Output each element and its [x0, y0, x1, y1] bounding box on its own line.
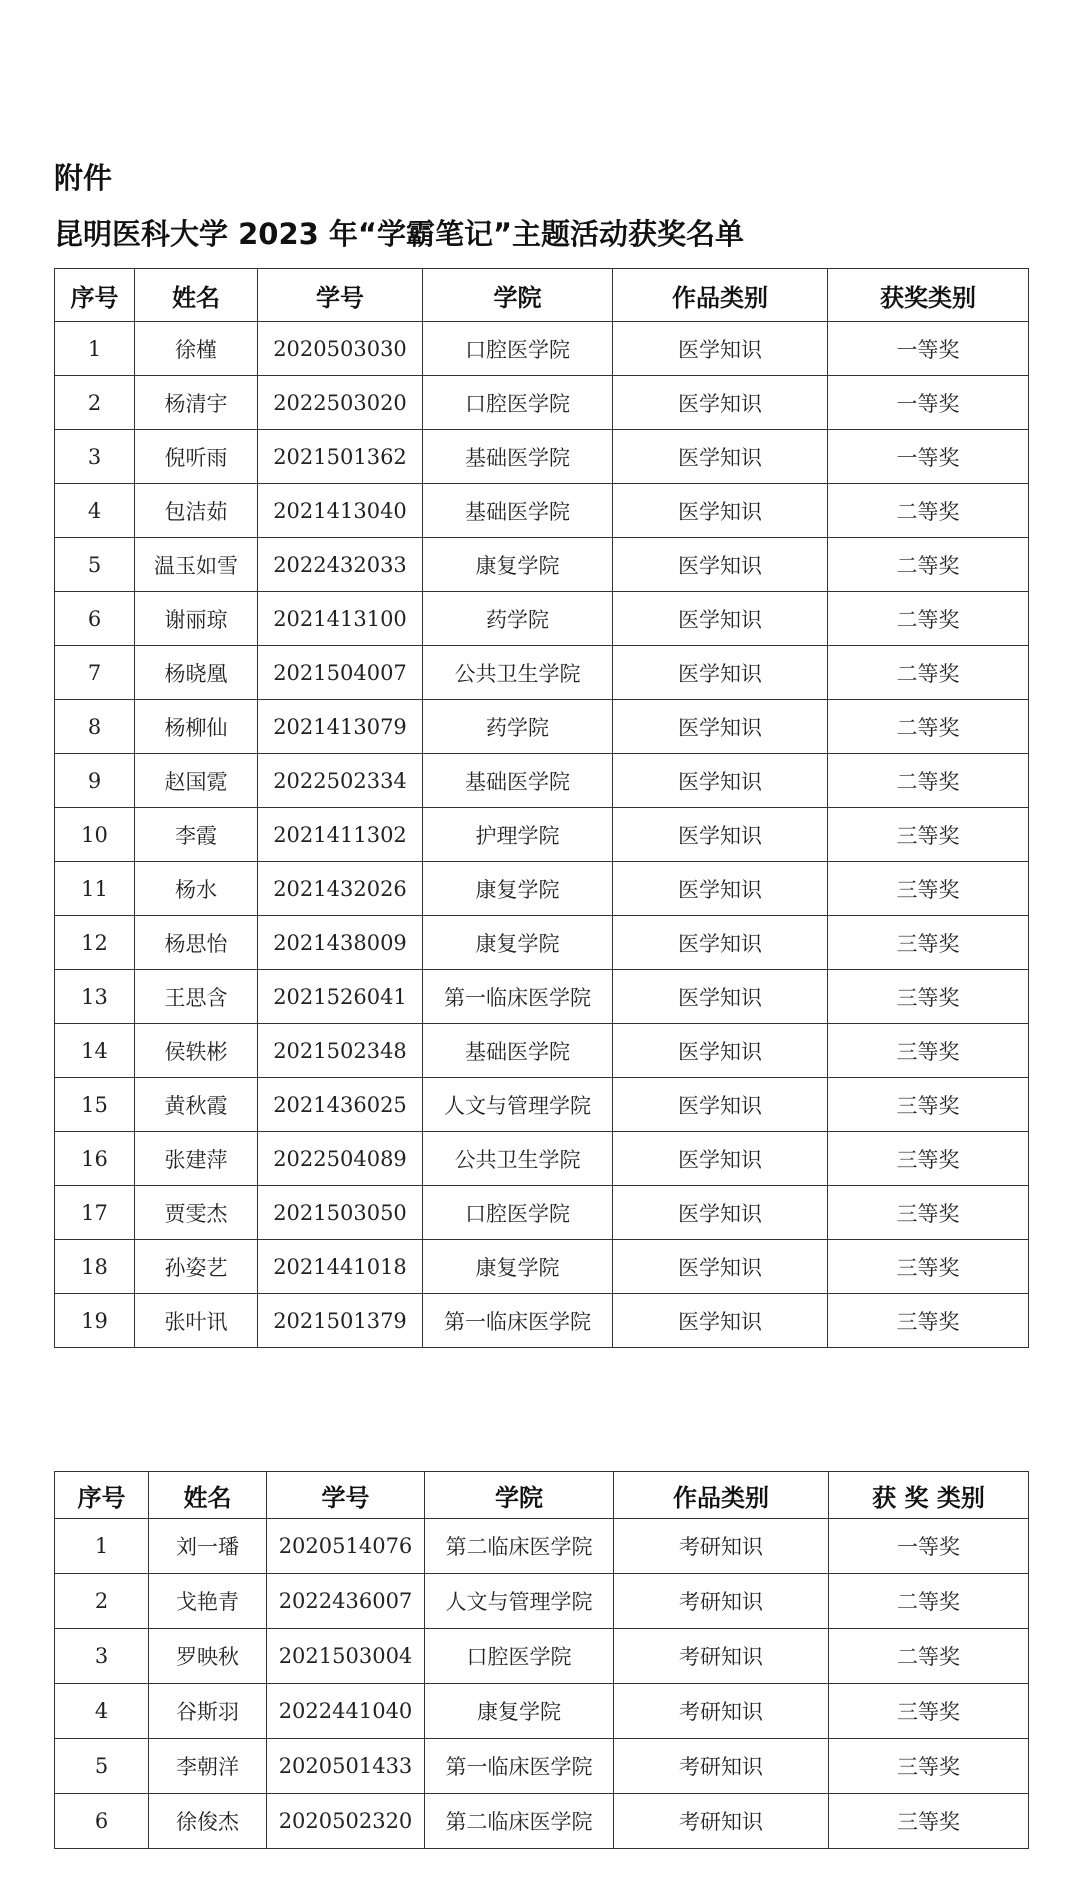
- student-id-cell: 2022436007: [267, 1574, 425, 1629]
- award-level-cell: 三等奖: [829, 1684, 1029, 1739]
- award-level-cell: 三等奖: [828, 808, 1029, 862]
- student-name-cell: 戈艳青: [149, 1574, 267, 1629]
- college-cell: 康复学院: [423, 1240, 613, 1294]
- work-category-cell: 医学知识: [613, 1078, 828, 1132]
- award-level-cell: 三等奖: [828, 916, 1029, 970]
- college-cell: 基础医学院: [423, 430, 613, 484]
- document-title: 昆明医科大学 2023 年“学霸笔记”主题活动获奖名单: [54, 217, 745, 251]
- student-name-cell: 黄秋霞: [135, 1078, 258, 1132]
- student-id-cell: 2020514076: [267, 1519, 425, 1574]
- table-row: [55, 1294, 1029, 1348]
- work-category-cell: 医学知识: [613, 322, 828, 376]
- table-row: [55, 1629, 1029, 1684]
- work-category-cell: 医学知识: [613, 592, 828, 646]
- column-header-student-id: 学号: [258, 269, 423, 322]
- column-header-award-level: 获奖类别: [828, 269, 1029, 322]
- student-name-cell: 刘一璠: [149, 1519, 267, 1574]
- work-category-cell: 医学知识: [613, 1024, 828, 1078]
- student-name-cell: 徐槿: [135, 322, 258, 376]
- work-category-cell: 医学知识: [613, 646, 828, 700]
- college-cell: 药学院: [423, 700, 613, 754]
- table-header-row: [55, 269, 1029, 322]
- student-id-cell: 2022441040: [267, 1684, 425, 1739]
- work-category-cell: 医学知识: [613, 1132, 828, 1186]
- serial-number-cell: 17: [55, 1186, 135, 1240]
- column-header-work-category: 作品类别: [613, 269, 828, 322]
- college-cell: 康复学院: [425, 1684, 614, 1739]
- work-category-cell: 医学知识: [613, 484, 828, 538]
- student-name-cell: 倪听雨: [135, 430, 258, 484]
- student-id-cell: 2020503030: [258, 322, 423, 376]
- award-level-cell: 三等奖: [828, 1132, 1029, 1186]
- work-category-cell: 医学知识: [613, 1294, 828, 1348]
- serial-number-cell: 14: [55, 1024, 135, 1078]
- column-header-student-name: 姓名: [149, 1472, 267, 1519]
- table-row: [55, 538, 1029, 592]
- student-name-cell: 谢丽琼: [135, 592, 258, 646]
- student-name-cell: 杨晓凰: [135, 646, 258, 700]
- serial-number-cell: 12: [55, 916, 135, 970]
- college-cell: 第一临床医学院: [423, 970, 613, 1024]
- serial-number-cell: 3: [55, 1629, 149, 1684]
- award-level-cell: 三等奖: [829, 1794, 1029, 1849]
- student-id-cell: 2021501379: [258, 1294, 423, 1348]
- column-header-college: 学院: [425, 1472, 614, 1519]
- college-cell: 第一临床医学院: [423, 1294, 613, 1348]
- student-name-cell: 孙姿艺: [135, 1240, 258, 1294]
- student-name-cell: 张叶讯: [135, 1294, 258, 1348]
- serial-number-cell: 5: [55, 538, 135, 592]
- table-row: [55, 1519, 1029, 1574]
- table-row: [55, 1186, 1029, 1240]
- student-name-cell: 贾雯杰: [135, 1186, 258, 1240]
- table-row: [55, 700, 1029, 754]
- column-header-serial-number: 序号: [55, 1472, 149, 1519]
- college-cell: 药学院: [423, 592, 613, 646]
- student-name-cell: 罗映秋: [149, 1629, 267, 1684]
- table-row: [55, 970, 1029, 1024]
- student-name-cell: 杨清宇: [135, 376, 258, 430]
- college-cell: 口腔医学院: [425, 1629, 614, 1684]
- award-level-cell: 二等奖: [829, 1629, 1029, 1684]
- student-id-cell: 2020501433: [267, 1739, 425, 1794]
- student-id-cell: 2021432026: [258, 862, 423, 916]
- student-id-cell: 2020502320: [267, 1794, 425, 1849]
- college-cell: 第二临床医学院: [425, 1794, 614, 1849]
- serial-number-cell: 2: [55, 1574, 149, 1629]
- table-row: [55, 1684, 1029, 1739]
- award-level-cell: 一等奖: [829, 1519, 1029, 1574]
- table-row: [55, 430, 1029, 484]
- student-id-cell: 2021413100: [258, 592, 423, 646]
- award-table-postgraduate: [54, 1471, 1029, 1849]
- award-level-cell: 二等奖: [828, 754, 1029, 808]
- student-name-cell: 李霞: [135, 808, 258, 862]
- serial-number-cell: 19: [55, 1294, 135, 1348]
- award-level-cell: 三等奖: [828, 1078, 1029, 1132]
- table-row: [55, 862, 1029, 916]
- serial-number-cell: 16: [55, 1132, 135, 1186]
- serial-number-cell: 1: [55, 322, 135, 376]
- work-category-cell: 医学知识: [613, 862, 828, 916]
- column-header-college: 学院: [423, 269, 613, 322]
- student-id-cell: 2021526041: [258, 970, 423, 1024]
- work-category-cell: 医学知识: [613, 376, 828, 430]
- work-category-cell: 医学知识: [613, 916, 828, 970]
- table-row: [55, 1078, 1029, 1132]
- award-level-cell: 一等奖: [828, 376, 1029, 430]
- college-cell: 第一临床医学院: [425, 1739, 614, 1794]
- serial-number-cell: 9: [55, 754, 135, 808]
- award-level-cell: 二等奖: [828, 646, 1029, 700]
- student-id-cell: 2021413040: [258, 484, 423, 538]
- student-name-cell: 侯轶彬: [135, 1024, 258, 1078]
- award-level-cell: 三等奖: [828, 1240, 1029, 1294]
- award-level-cell: 一等奖: [828, 322, 1029, 376]
- table-row: [55, 1240, 1029, 1294]
- work-category-cell: 医学知识: [613, 430, 828, 484]
- student-id-cell: 2022503020: [258, 376, 423, 430]
- award-level-cell: 二等奖: [829, 1574, 1029, 1629]
- serial-number-cell: 18: [55, 1240, 135, 1294]
- table-row: [55, 1794, 1029, 1849]
- student-id-cell: 2021436025: [258, 1078, 423, 1132]
- serial-number-cell: 6: [55, 1794, 149, 1849]
- student-id-cell: 2022502334: [258, 754, 423, 808]
- serial-number-cell: 10: [55, 808, 135, 862]
- student-name-cell: 温玉如雪: [135, 538, 258, 592]
- work-category-cell: 考研知识: [614, 1684, 829, 1739]
- college-cell: 康复学院: [423, 538, 613, 592]
- serial-number-cell: 15: [55, 1078, 135, 1132]
- college-cell: 基础医学院: [423, 1024, 613, 1078]
- student-id-cell: 2021438009: [258, 916, 423, 970]
- student-id-cell: 2021501362: [258, 430, 423, 484]
- award-level-cell: 二等奖: [828, 700, 1029, 754]
- column-header-student-name: 姓名: [135, 269, 258, 322]
- serial-number-cell: 3: [55, 430, 135, 484]
- table-row: [55, 592, 1029, 646]
- college-cell: 口腔医学院: [423, 376, 613, 430]
- award-level-cell: 三等奖: [828, 1294, 1029, 1348]
- table-row: [55, 808, 1029, 862]
- work-category-cell: 考研知识: [614, 1519, 829, 1574]
- student-name-cell: 李朝洋: [149, 1739, 267, 1794]
- award-level-cell: 二等奖: [828, 538, 1029, 592]
- serial-number-cell: 8: [55, 700, 135, 754]
- work-category-cell: 医学知识: [613, 970, 828, 1024]
- student-name-cell: 包洁茹: [135, 484, 258, 538]
- work-category-cell: 考研知识: [614, 1574, 829, 1629]
- work-category-cell: 医学知识: [613, 808, 828, 862]
- student-id-cell: 2022432033: [258, 538, 423, 592]
- table-row: [55, 1024, 1029, 1078]
- attachment-label: 附件: [54, 161, 113, 195]
- work-category-cell: 医学知识: [613, 1240, 828, 1294]
- work-category-cell: 医学知识: [613, 538, 828, 592]
- student-name-cell: 谷斯羽: [149, 1684, 267, 1739]
- work-category-cell: 医学知识: [613, 754, 828, 808]
- column-header-student-id: 学号: [267, 1472, 425, 1519]
- college-cell: 口腔医学院: [423, 1186, 613, 1240]
- college-cell: 公共卫生学院: [423, 646, 613, 700]
- college-cell: 护理学院: [423, 808, 613, 862]
- award-level-cell: 三等奖: [828, 970, 1029, 1024]
- student-name-cell: 徐俊杰: [149, 1794, 267, 1849]
- student-id-cell: 2021413079: [258, 700, 423, 754]
- college-cell: 公共卫生学院: [423, 1132, 613, 1186]
- college-cell: 人文与管理学院: [425, 1574, 614, 1629]
- college-cell: 人文与管理学院: [423, 1078, 613, 1132]
- college-cell: 基础医学院: [423, 754, 613, 808]
- award-level-cell: 三等奖: [828, 862, 1029, 916]
- serial-number-cell: 4: [55, 484, 135, 538]
- college-cell: 第二临床医学院: [425, 1519, 614, 1574]
- award-level-cell: 三等奖: [828, 1186, 1029, 1240]
- table-row: [55, 484, 1029, 538]
- award-table-medical: [54, 268, 1029, 1348]
- work-category-cell: 医学知识: [613, 1186, 828, 1240]
- student-name-cell: 杨柳仙: [135, 700, 258, 754]
- college-cell: 口腔医学院: [423, 322, 613, 376]
- award-level-cell: 三等奖: [829, 1739, 1029, 1794]
- serial-number-cell: 6: [55, 592, 135, 646]
- student-id-cell: 2021502348: [258, 1024, 423, 1078]
- table-row: [55, 376, 1029, 430]
- table-row: [55, 1574, 1029, 1629]
- serial-number-cell: 11: [55, 862, 135, 916]
- college-cell: 康复学院: [423, 862, 613, 916]
- college-cell: 基础医学院: [423, 484, 613, 538]
- table-row: [55, 916, 1029, 970]
- work-category-cell: 考研知识: [614, 1794, 829, 1849]
- work-category-cell: 考研知识: [614, 1629, 829, 1684]
- serial-number-cell: 4: [55, 1684, 149, 1739]
- serial-number-cell: 13: [55, 970, 135, 1024]
- student-name-cell: 杨思怡: [135, 916, 258, 970]
- table-row: [55, 322, 1029, 376]
- table-row: [55, 646, 1029, 700]
- table-row: [55, 1739, 1029, 1794]
- work-category-cell: 考研知识: [614, 1739, 829, 1794]
- column-header-serial-number: 序号: [55, 269, 135, 322]
- serial-number-cell: 5: [55, 1739, 149, 1794]
- work-category-cell: 医学知识: [613, 700, 828, 754]
- award-level-cell: 二等奖: [828, 484, 1029, 538]
- award-level-cell: 三等奖: [828, 1024, 1029, 1078]
- student-id-cell: 2022504089: [258, 1132, 423, 1186]
- student-id-cell: 2021504007: [258, 646, 423, 700]
- table-header-row: [55, 1472, 1029, 1519]
- serial-number-cell: 2: [55, 376, 135, 430]
- table-row: [55, 754, 1029, 808]
- college-cell: 康复学院: [423, 916, 613, 970]
- student-name-cell: 赵国霓: [135, 754, 258, 808]
- student-name-cell: 王思含: [135, 970, 258, 1024]
- column-header-award-level: 获 奖 类别: [829, 1472, 1029, 1519]
- serial-number-cell: 7: [55, 646, 135, 700]
- award-level-cell: 二等奖: [828, 592, 1029, 646]
- student-id-cell: 2021503050: [258, 1186, 423, 1240]
- student-name-cell: 杨水: [135, 862, 258, 916]
- column-header-work-category: 作品类别: [614, 1472, 829, 1519]
- student-id-cell: 2021503004: [267, 1629, 425, 1684]
- award-level-cell: 一等奖: [828, 430, 1029, 484]
- student-id-cell: 2021441018: [258, 1240, 423, 1294]
- serial-number-cell: 1: [55, 1519, 149, 1574]
- table-row: [55, 1132, 1029, 1186]
- student-id-cell: 2021411302: [258, 808, 423, 862]
- student-name-cell: 张建萍: [135, 1132, 258, 1186]
